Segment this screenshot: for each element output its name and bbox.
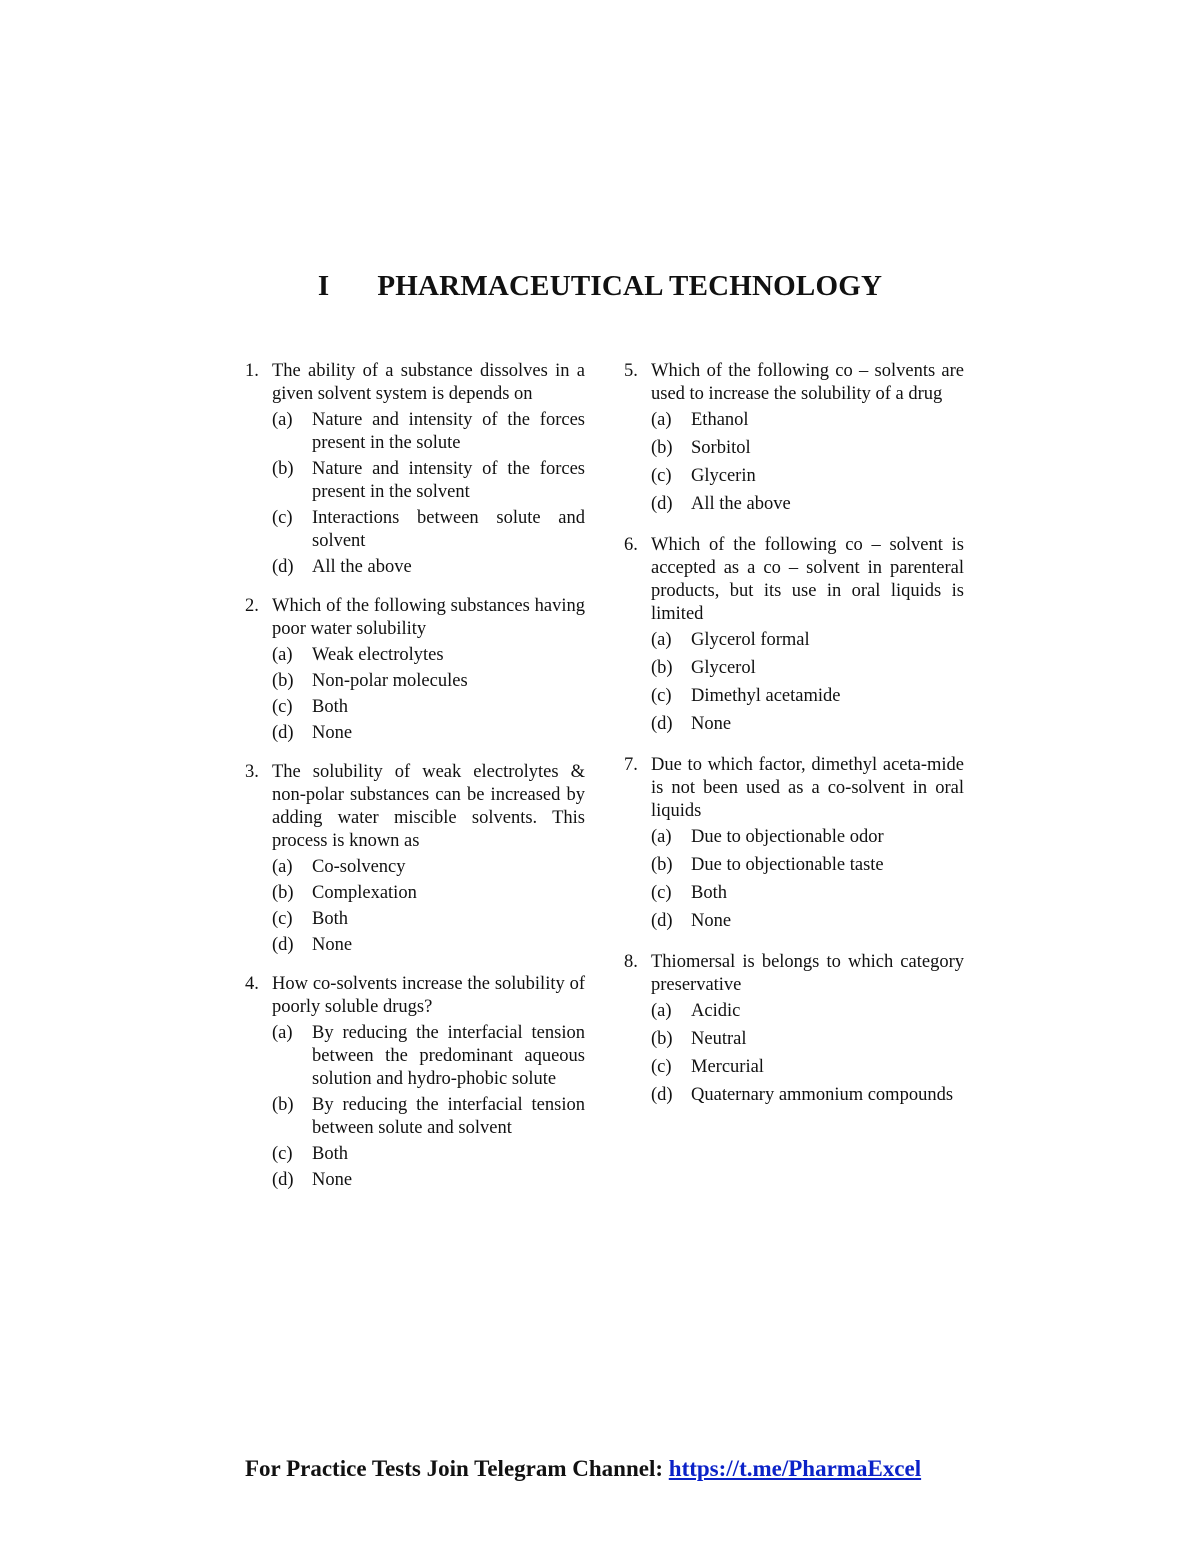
question-number: 3. xyxy=(245,762,259,782)
option-letter: (a) xyxy=(651,410,672,430)
option-text: Both xyxy=(312,909,348,929)
option-text: All the above xyxy=(691,494,791,514)
option xyxy=(272,696,585,719)
option-letter: (a) xyxy=(272,645,293,665)
option xyxy=(651,1084,964,1107)
option-letter: (b) xyxy=(272,1095,294,1115)
option-letter: (d) xyxy=(272,935,294,955)
option-letter: (d) xyxy=(272,723,294,743)
option xyxy=(651,854,964,877)
option xyxy=(651,1056,964,1079)
option-text: None xyxy=(312,935,353,955)
option-letter: (d) xyxy=(651,1085,673,1105)
option-text: Weak electrolytes xyxy=(312,645,444,665)
option-text: Nature and intensity of the forces present in the solute xyxy=(312,410,585,453)
option-text: Interactions between solute and solvent xyxy=(312,508,585,551)
question-number: 1. xyxy=(245,361,259,381)
option-text: Sorbitol xyxy=(691,438,751,458)
question xyxy=(624,951,964,1107)
option-letter: (b) xyxy=(651,658,673,678)
option-text: Dimethyl acetamide xyxy=(691,686,841,706)
question-number: 2. xyxy=(245,596,259,616)
option-text: Quaternary ammonium compounds xyxy=(691,1085,954,1105)
option-list xyxy=(272,856,585,957)
left-column xyxy=(245,360,585,1208)
option-list xyxy=(651,629,964,736)
question-number: 6. xyxy=(624,535,638,555)
option xyxy=(651,910,964,933)
option-list xyxy=(651,1000,964,1107)
option-text: Acidic xyxy=(691,1001,741,1021)
right-column xyxy=(624,360,964,1125)
option xyxy=(272,1169,585,1192)
option-letter: (b) xyxy=(272,671,294,691)
question xyxy=(624,360,964,516)
option-list xyxy=(651,409,964,516)
chapter-number: I xyxy=(317,270,330,302)
option-letter: (c) xyxy=(651,466,672,486)
option xyxy=(651,409,964,432)
question xyxy=(624,754,964,933)
option-list xyxy=(651,826,964,933)
option xyxy=(651,1000,964,1023)
option-text: By reducing the interfacial tension between the predominant aqueous solution and hydro-phobic solute xyxy=(312,1023,585,1089)
option-letter: (c) xyxy=(651,883,672,903)
option-text: None xyxy=(312,723,353,743)
option-letter: (d) xyxy=(272,1170,294,1190)
question xyxy=(624,534,964,736)
option xyxy=(272,722,585,745)
option xyxy=(272,556,585,579)
option-letter: (d) xyxy=(651,494,673,514)
option-text: Neutral xyxy=(691,1029,747,1049)
question xyxy=(245,761,585,957)
option-letter: (c) xyxy=(272,909,293,929)
question-number: 4. xyxy=(245,974,259,994)
option-letter: (c) xyxy=(651,686,672,706)
option-text: By reducing the interfacial tension between solute and solvent xyxy=(312,1095,585,1138)
option-text: Complexation xyxy=(312,883,417,903)
option-letter: (c) xyxy=(272,697,293,717)
option-text: Due to objectionable odor xyxy=(691,827,884,847)
option xyxy=(651,493,964,516)
option-text: Nature and intensity of the forces present in the solvent xyxy=(312,459,585,502)
question-text: Which of the following co – solvents are used to increase the solubility of a drug xyxy=(651,361,964,404)
option-list xyxy=(272,644,585,745)
footer-text: For Practice Tests Join Telegram Channel: xyxy=(245,1456,669,1481)
question-number: 5. xyxy=(624,361,638,381)
option-letter: (a) xyxy=(651,630,672,650)
option-text: Glycerol formal xyxy=(691,630,810,650)
option-text: Non-polar molecules xyxy=(312,671,468,691)
question-number: 8. xyxy=(624,952,638,972)
option xyxy=(651,882,964,905)
option-letter: (b) xyxy=(272,883,294,903)
option xyxy=(651,629,964,652)
option-text: Ethanol xyxy=(691,410,749,430)
question-text: Which of the following co – solvent is accepted as a co – solvent in parenteral products, but its use in oral liquids is limited xyxy=(651,535,964,624)
question-text: The solubility of weak electrolytes & non-polar substances can be increased by adding water miscible solvents. This process is known as xyxy=(272,762,585,851)
option xyxy=(272,670,585,693)
option-text: None xyxy=(691,911,732,931)
option xyxy=(272,1094,585,1140)
option-text: Both xyxy=(312,1144,348,1164)
question-text: Thiomersal is belongs to which category preservative xyxy=(651,952,964,995)
option xyxy=(272,1143,585,1166)
option xyxy=(651,1028,964,1051)
option-text: Both xyxy=(312,697,348,717)
footer xyxy=(245,1456,921,1482)
telegram-link[interactable]: https://t.me/PharmaExcel xyxy=(668,1456,922,1481)
option-text: None xyxy=(691,714,732,734)
chapter-title: PHARMACEUTICAL TECHNOLOGY xyxy=(377,270,883,302)
option-text: Glycerol xyxy=(691,658,756,678)
question xyxy=(245,595,585,745)
option-letter: (c) xyxy=(651,1057,672,1077)
question-number: 7. xyxy=(624,755,638,775)
option-letter: (d) xyxy=(651,911,673,931)
question-text: Which of the following substances having poor water solubility xyxy=(272,596,585,639)
question xyxy=(245,360,585,579)
question-text: How co-solvents increase the solubility of poorly soluble drugs? xyxy=(272,974,585,1017)
question-text: The ability of a substance dissolves in a given solvent system is depends on xyxy=(272,361,585,404)
option xyxy=(651,465,964,488)
option xyxy=(272,1022,585,1091)
option-letter: (a) xyxy=(272,857,293,877)
option xyxy=(651,826,964,849)
option-letter: (b) xyxy=(651,1029,673,1049)
question xyxy=(245,973,585,1192)
option-letter: (a) xyxy=(272,1023,293,1043)
option-text: Due to objectionable taste xyxy=(691,855,884,875)
option-letter: (b) xyxy=(272,459,294,479)
option-letter: (a) xyxy=(651,827,672,847)
option xyxy=(272,644,585,667)
option-text: Mercurial xyxy=(691,1057,764,1077)
chapter-heading xyxy=(0,270,1200,303)
option xyxy=(651,713,964,736)
option-letter: (c) xyxy=(272,508,293,528)
option-text: Glycerin xyxy=(691,466,756,486)
option xyxy=(272,934,585,957)
option-text: Both xyxy=(691,883,727,903)
option-letter: (d) xyxy=(272,557,294,577)
option-letter: (d) xyxy=(651,714,673,734)
option-text: All the above xyxy=(312,557,412,577)
option xyxy=(651,685,964,708)
option xyxy=(272,507,585,553)
option xyxy=(651,657,964,680)
option-letter: (b) xyxy=(651,855,673,875)
option xyxy=(272,856,585,879)
option xyxy=(272,882,585,905)
option xyxy=(272,409,585,455)
option-letter: (a) xyxy=(272,410,293,430)
option xyxy=(272,908,585,931)
option-list xyxy=(272,409,585,579)
option-letter: (c) xyxy=(272,1144,293,1164)
option-text: None xyxy=(312,1170,353,1190)
option-letter: (b) xyxy=(651,438,673,458)
option xyxy=(272,458,585,504)
question-text: Due to which factor, dimethyl aceta-mide is not been used as a co-solvent in oral liquids xyxy=(651,755,964,821)
option xyxy=(651,437,964,460)
option-text: Co-solvency xyxy=(312,857,406,877)
option-list xyxy=(272,1022,585,1192)
option-letter: (a) xyxy=(651,1001,672,1021)
